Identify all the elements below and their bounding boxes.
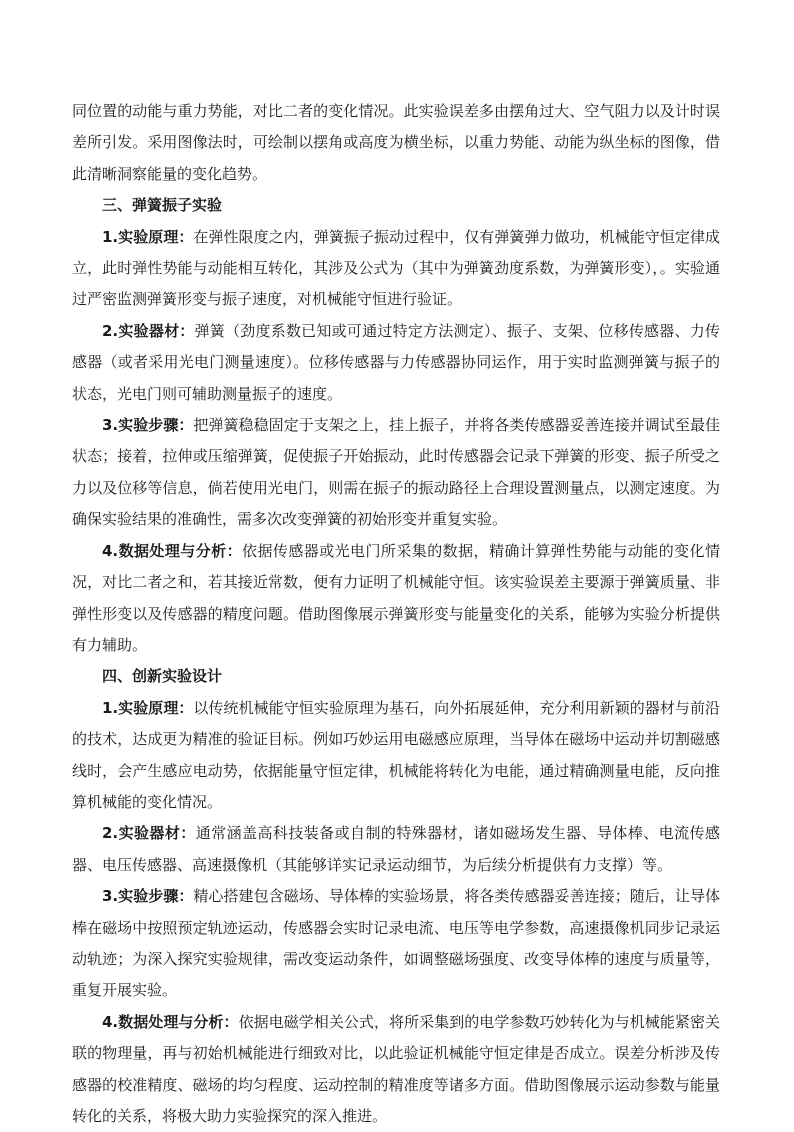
document-body bbox=[72, 96, 720, 1132]
spring-analysis-paragraph bbox=[72, 536, 720, 662]
paragraph-lead: 1.实验原理： bbox=[102, 698, 194, 717]
innovative-analysis-paragraph bbox=[72, 1007, 720, 1132]
innovative-principle-paragraph bbox=[72, 693, 720, 819]
paragraph-lead: 3.实验步骤： bbox=[102, 887, 194, 906]
paragraph-text: 把弹簧稳稳固定于支架之上，挂上振子，并将各类传感器妥善连接并调试至最佳状态；接着，拉伸或压缩弹簧，促使振子开始振动，此时传感器会记录下弹簧的形变、振子所受之力以及位移等信息，倘若使用光电门，则需在振子的振动路径上合理设置测量点，以测定速度。为确保实验结果的准确性，需多次改变弹簧的初始形变并重复实验。 bbox=[72, 416, 720, 529]
paragraph-pendulum-continuation bbox=[72, 96, 720, 190]
innovative-steps-paragraph bbox=[72, 881, 720, 1007]
paragraph-text: 依据传感器或光电门所采集的数据，精确计算弹性势能与动能的变化情况，对比二者之和，若其接近常数，便有力证明了机械能守恒。该实验误差主要源于弹簧质量、非弹性形变以及传感器的精度问题。借助图像展示弹簧形变与能量变化的关系，能够为实验分析提供有力辅助。 bbox=[72, 541, 720, 654]
innovative-equipment-paragraph bbox=[72, 818, 720, 881]
spring-equipment-paragraph bbox=[72, 316, 720, 410]
section-heading-innovative-design: 四、创新实验设计 bbox=[102, 667, 223, 686]
paragraph-text: 以传统机械能守恒实验原理为基石，向外拓展延伸，充分利用新颖的器材与前沿的技术，达成更为精准的验证目标。例如巧妙运用电磁感应原理，当导体在磁场中运动并切割磁感线时，会产生感应电动势，依据能量守恒定律，机械能将转化为电能，通过精确测量电能，反向推算机械能的变化情况。 bbox=[72, 698, 720, 811]
spring-steps-paragraph bbox=[72, 410, 720, 536]
paragraph-text: 在弹性限度之内，弹簧振子振动过程中，仅有弹簧弹力做功，机械能守恒定律成立，此时弹性势能与动能相互转化，其涉及公式为（其中为弹簧劲度系数，为弹簧形变），。实验通过严密监测弹簧形变与振子速度，对机械能守恒进行验证。 bbox=[72, 227, 720, 309]
section-heading-spring-oscillator: 三、弹簧振子实验 bbox=[102, 196, 223, 215]
paragraph-text: 同位置的动能与重力势能，对比二者的变化情况。此实验误差多由摆角过大、空气阻力以及计时误差所引发。采用图像法时，可绘制以摆角或高度为横坐标，以重力势能、动能为纵坐标的图像，借此清晰洞察能量的变化趋势。 bbox=[72, 102, 720, 183]
paragraph-lead: 3.实验步骤： bbox=[102, 416, 194, 435]
spring-principle-paragraph bbox=[72, 222, 720, 316]
paragraph-lead: 2.实验器材： bbox=[102, 321, 195, 340]
paragraph-lead: 2.实验器材： bbox=[102, 824, 196, 843]
paragraph-lead: 1.实验原理： bbox=[102, 227, 194, 246]
paragraph-text: 精心搭建包含磁场、导体棒的实验场景，将各类传感器妥善连接；随后，让导体棒在磁场中按照预定轨迹运动，传感器会实时记录电流、电压等电学参数，高速摄像机同步记录运动轨迹；为深入探究实验规律，需改变运动条件，如调整磁场强度、改变导体棒的速度与质量等，重复开展实验。 bbox=[72, 887, 720, 1000]
paragraph-lead: 4.数据处理与分析： bbox=[102, 541, 243, 560]
paragraph-text: 弹簧（劲度系数已知或可通过特定方法测定）、振子、支架、位移传感器、力传感器（或者采用光电门测量速度）。位移传感器与力传感器协同运作，用于实时监测弹簧与振子的状态，光电门则可辅助测量振子的速度。 bbox=[72, 321, 720, 403]
paragraph-text: 通常涵盖高科技装备或自制的特殊器材，诸如磁场发生器、导体棒、电流传感器、电压传感器、高速摄像机（其能够详实记录运动细节，为后续分析提供有力支撑）等。 bbox=[72, 824, 720, 874]
paragraph-lead: 4.数据处理与分析： bbox=[102, 1012, 239, 1031]
paragraph-text: 依据电磁学相关公式，将所采集到的电学参数巧妙转化为与机械能紧密关联的物理量，再与初始机械能进行细致对比，以此验证机械能守恒定律是否成立。误差分析涉及传感器的校准精度、磁场的均匀程度、运动控制的精准度等诸多方面。借助图像展示运动参数与能量转化的关系，将极大助力实验探究的深入推进。 bbox=[72, 1012, 720, 1125]
